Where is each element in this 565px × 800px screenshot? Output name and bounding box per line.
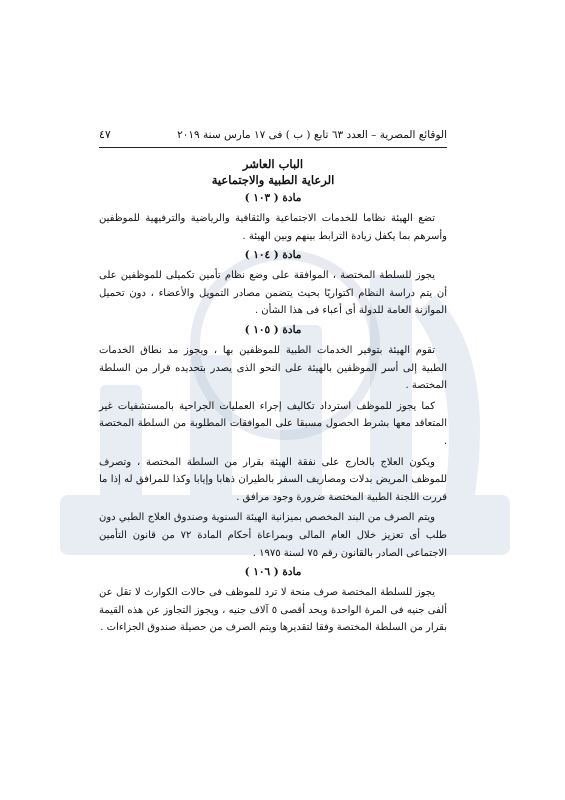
article-106 bbox=[99, 565, 447, 637]
article-title: مادة ( ١٠٣ ) bbox=[244, 192, 302, 204]
article-105 bbox=[99, 323, 447, 562]
article-paragraph: تضع الهيئة نظاما للخدمات الاجتماعية والثقافية والرياضية والترفيهية للموظفين وأسرهم بما يكفل زيادة الترابط بينهم وبين الهيئة . bbox=[99, 213, 447, 242]
article-title: مادة ( ١٠٤ ) bbox=[244, 249, 302, 262]
chapter-subtitle: الرعاية الطبية والاجتماعية bbox=[211, 173, 335, 187]
chapter-title: الباب العاشر bbox=[242, 157, 304, 171]
page-number: ٤٧ bbox=[99, 128, 111, 141]
article-paragraph: تقوم الهيئة بتوفير الخدمات الطبية للموظفين بها ، ويجوز مد نطاق الخدمات الطبية إلى أسر الموظفين بالهيئة على النحو الذى يصدر بتحديده قرار من السلطة المختصة . bbox=[99, 344, 447, 392]
header-title: الوقائع المصرية – العدد ٦٣ تابع ( ب ) فى ١٧ مارس سنة ٢٠١٩ bbox=[177, 129, 447, 141]
article-title: مادة ( ١٠٦ ) bbox=[244, 566, 302, 579]
page-header bbox=[99, 128, 447, 148]
article-paragraph: ويتم الصرف من البند المخصص بميزانية الهيئة السنوية وصندوق العلاج الطبي دون طلب أى تعزيز خلال العام المالى وبمراعاة أحكام المادة ٧٢ من قانون التأمين الاجتماعى الصادر بالقانون رقم ٧٥ لسنة ١٩٧٥ . bbox=[99, 512, 447, 559]
article-paragraph: ويكون العلاج بالخارج على نفقة الهيئة بقرار من السلطة المختصة ، وتصرف للموظف المريض بدلات ومصاريف السفر بالطيران ذهابا وإيابا وكذا للمرافق له إذا ما قررت اللجنة الطبية المختصة ضرورة وجود مرافق . bbox=[99, 456, 447, 503]
article-104 bbox=[99, 248, 447, 320]
document-page bbox=[99, 128, 447, 640]
article-103 bbox=[99, 191, 447, 245]
article-paragraph: كما يجوز للموظف استرداد تكاليف إجراء العمليات الجراحية بالمستشفيات غير المتعاقد معها بشرط الحصول مسبقا على الموافقات المطلوبة من السلطة المختصة . bbox=[99, 400, 447, 447]
article-paragraph: يجوز للسلطة المختصة صرف منحة لا ترد للموظف فى حالات الكوارث لا تقل عن ألفى جنيه فى المرة الواحدة وبحد أقصى ٥ آلاف جنيه ، ويجوز التجاوز عن هذه القيمة بقرار من السلطة المختصة وفقا لتقديرها ويتم الصرف من حصيلة صندوق الجزاءات . bbox=[99, 587, 447, 634]
article-paragraph: يجوز للسلطة المختصة ، الموافقة على وضع نظام تأمين تكميلى للموظفين على أن يتم دراسة النظام اكتواريًا بحيث يتضمن مصادر التمويل والأعضاء ، دون تحميل الموازنة العامة للدولة أى أعباء فى هذا الشأن . bbox=[99, 270, 447, 317]
article-title: مادة ( ١٠٥ ) bbox=[244, 323, 302, 336]
